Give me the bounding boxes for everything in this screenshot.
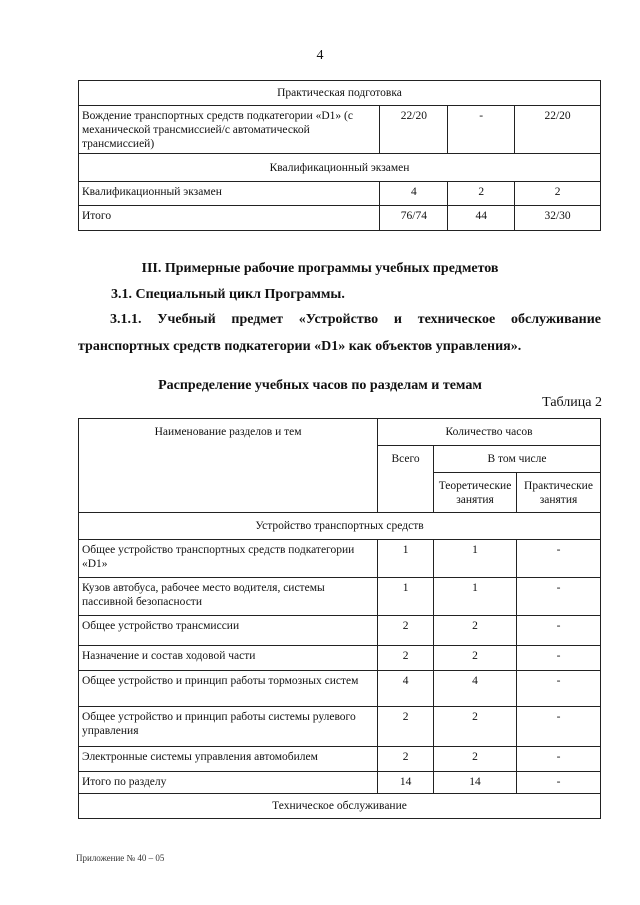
table-row: [79, 671, 601, 707]
row-name: Квалификационный экзамен: [79, 182, 380, 206]
row-total: 2: [378, 616, 434, 646]
row-theory: 2: [434, 707, 517, 747]
subject-paragraph: 3.1.1. Учебный предмет «Устройство и техническое обслуживание транспортных средств подкатегории «D1» как объектов управления».: [78, 312, 601, 354]
table-row: [79, 747, 601, 772]
row-theory: 1: [434, 540, 517, 578]
row-total: 2: [378, 747, 434, 772]
theory-header: Теоретические занятия: [434, 473, 517, 513]
row-theory: 2: [434, 616, 517, 646]
row-name: Итого по разделу: [79, 772, 378, 794]
hours-header: Количество часов: [378, 419, 601, 446]
row-practice: -: [517, 616, 601, 646]
including-header: В том числе: [434, 446, 601, 473]
section-row: [79, 81, 601, 106]
table-row: [79, 106, 601, 154]
table-row: [79, 540, 601, 578]
row-practice: 2: [515, 182, 601, 206]
row-name: Общее устройство транспортных средств подкатегории «D1»: [79, 540, 378, 578]
table-row: [79, 646, 601, 671]
section-row: [79, 794, 601, 819]
row-practice: -: [517, 747, 601, 772]
section-label: Квалификационный экзамен: [79, 154, 601, 182]
row-practice: -: [517, 707, 601, 747]
section-heading: III. Примерные рабочие программы учебных предметов: [141, 261, 499, 276]
row-name: Назначение и состав ходовой части: [79, 646, 378, 671]
row-name: Общее устройство и принцип работы тормозных систем: [79, 671, 378, 707]
row-total: 1: [378, 578, 434, 616]
row-total: 22/20: [380, 106, 448, 154]
row-name: Общее устройство трансмиссии: [79, 616, 378, 646]
table-row: [79, 772, 601, 794]
row-practice: -: [517, 578, 601, 616]
row-total: 76/74: [380, 206, 448, 231]
row-name: Общее устройство и принцип работы системы рулевого управления: [79, 707, 378, 747]
row-total: 2: [378, 646, 434, 671]
table-1: [78, 80, 601, 231]
row-total: 1: [378, 540, 434, 578]
row-theory: 2: [434, 747, 517, 772]
row-total: 14: [378, 772, 434, 794]
row-total: 4: [378, 671, 434, 707]
row-name: Итого: [79, 206, 380, 231]
row-practice: -: [517, 772, 601, 794]
row-name: Электронные системы управления автомобилем: [79, 747, 378, 772]
table-row: [79, 616, 601, 646]
row-practice: -: [517, 540, 601, 578]
section-label: Устройство транспортных средств: [79, 513, 601, 540]
row-theory: 1: [434, 578, 517, 616]
table-label: Таблица 2: [542, 395, 602, 410]
row-theory: 44: [448, 206, 515, 231]
total-header: Всего: [378, 446, 434, 513]
row-practice: 32/30: [515, 206, 601, 231]
section-row: [79, 513, 601, 540]
section-label: Техническое обслуживание: [79, 794, 601, 819]
row-theory: 2: [448, 182, 515, 206]
section-row: [79, 154, 601, 182]
row-practice: 22/20: [515, 106, 601, 154]
table-row: [79, 578, 601, 616]
table-row: [79, 182, 601, 206]
section-label: Практическая подготовка: [79, 81, 601, 106]
footer: Приложение № 40 – 05: [76, 853, 165, 863]
practice-header: Практические занятия: [517, 473, 601, 513]
row-theory: 14: [434, 772, 517, 794]
subsection-heading: 3.1. Специальный цикл Программы.: [111, 287, 345, 302]
table-2: [78, 418, 601, 819]
row-theory: 2: [434, 646, 517, 671]
page-number: 4: [316, 48, 324, 63]
distribution-heading: Распределение учебных часов по разделам и темам: [158, 378, 482, 393]
row-practice: -: [517, 646, 601, 671]
row-theory: 4: [434, 671, 517, 707]
row-practice: -: [517, 671, 601, 707]
row-total: 2: [378, 707, 434, 747]
table-row: [79, 206, 601, 231]
row-total: 4: [380, 182, 448, 206]
row-theory: -: [448, 106, 515, 154]
row-name: Вождение транспортных средств подкатегории «D1» (с механической трансмиссией/с автоматической трансмиссией): [79, 106, 380, 154]
row-name: Кузов автобуса, рабочее место водителя, системы пассивной безопасности: [79, 578, 378, 616]
table-row: [79, 707, 601, 747]
name-column-header: Наименование разделов и тем: [79, 419, 378, 513]
